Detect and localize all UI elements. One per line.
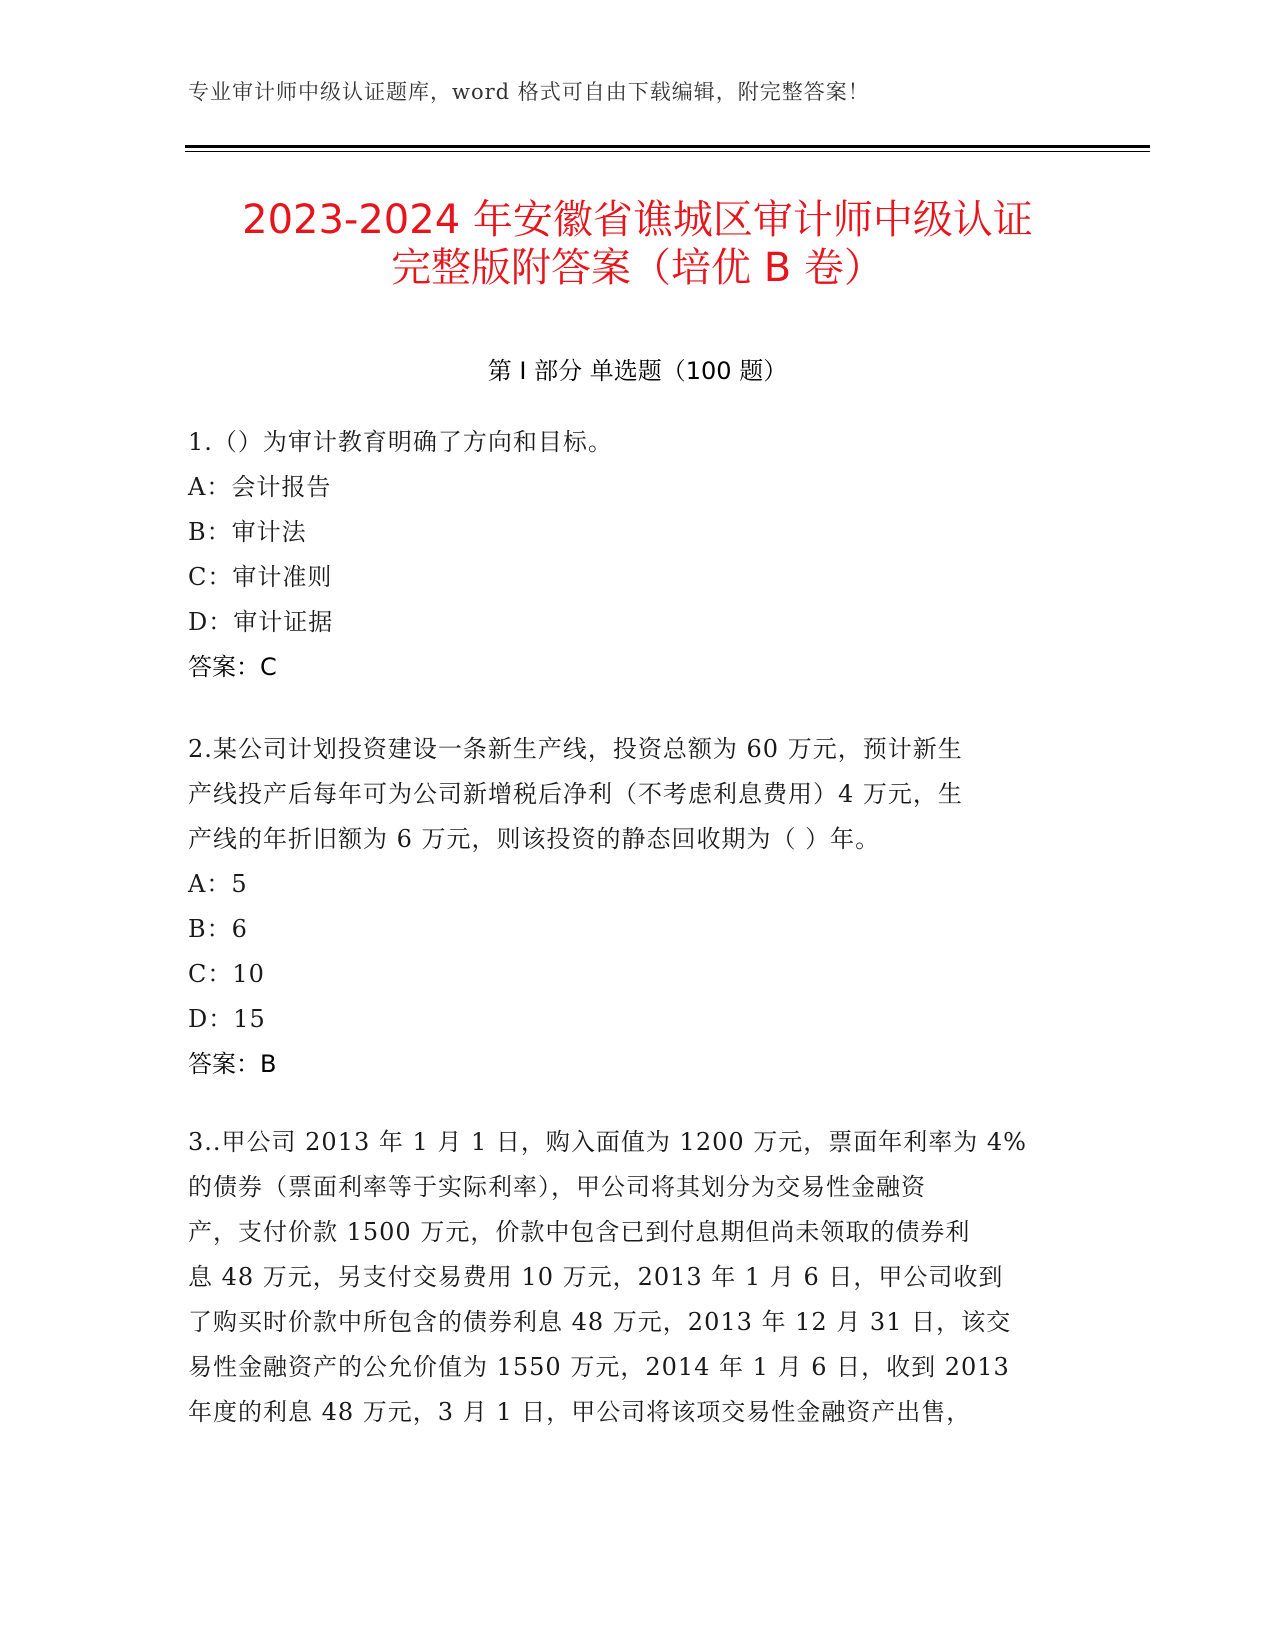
- question-3-text-line-2: 的债券（票面利率等于实际利率），甲公司将其划分为交易性金融资: [188, 1173, 926, 1201]
- header-note: 专业审计师中级认证题库，word 格式可自由下载编辑，附完整答案！: [188, 80, 870, 104]
- question-2: [188, 727, 1078, 1087]
- header-divider-thin: [185, 151, 1150, 152]
- question-3-text-line-3: 产，支付价款 1500 万元，价款中包含已到付息期但尚未领取的债券利: [188, 1218, 971, 1246]
- question-2-option-b: B：6: [188, 915, 248, 943]
- question-3-text-line-7: 年度的利息 48 万元，3 月 1 日，甲公司将该项交易性金融资产出售，: [188, 1398, 972, 1426]
- question-2-text-line-1: 2.某公司计划投资建设一条新生产线，投资总额为 60 万元，预计新生: [188, 735, 963, 763]
- document-title: [180, 196, 1095, 292]
- question-3-text-line-6: 易性金融资产的公允价值为 1550 万元，2014 年 1 月 6 日，收到 2013: [188, 1353, 1010, 1381]
- question-2-option-c: C：10: [188, 960, 265, 988]
- question-1-option-a: A：会计报告: [188, 473, 332, 501]
- question-1-option-b: B：审计法: [188, 518, 307, 546]
- question-1-option-c: C：审计准则: [188, 563, 333, 591]
- question-1: [188, 420, 1078, 690]
- question-1-option-d: D：审计证据: [188, 608, 334, 636]
- header-divider-thick: [185, 145, 1150, 148]
- title-line-2: 完整版附答案（培优 B 卷）: [391, 245, 884, 291]
- title-line-1: 2023-2024 年安徽省谯城区审计师中级认证: [242, 197, 1033, 243]
- question-2-option-d: D：15: [188, 1005, 266, 1033]
- question-3-text-line-4: 息 48 万元，另支付交易费用 10 万元，2013 年 1 月 6 日，甲公司收到: [188, 1263, 1004, 1291]
- question-2-answer: 答案：B: [188, 1050, 277, 1078]
- section-heading: 第 I 部分 单选题（100 题）: [487, 357, 788, 385]
- question-3-text-line-5: 了购买时价款中所包含的债券利息 48 万元，2013 年 12 月 31 日，该交: [188, 1308, 1012, 1336]
- question-3: [188, 1120, 1078, 1435]
- question-2-text-line-2: 产线投产后每年可为公司新增税后净利（不考虑利息费用）4 万元，生: [188, 780, 963, 808]
- question-3-text-line-1: 3..甲公司 2013 年 1 月 1 日，购入面值为 1200 万元，票面年利率为 4%: [188, 1128, 1027, 1156]
- question-2-option-a: A：5: [188, 870, 248, 898]
- question-1-answer: 答案：C: [188, 653, 277, 681]
- question-1-text: 1.（）为审计教育明确了方向和目标。: [188, 428, 613, 456]
- question-2-text-line-3: 产线的年折旧额为 6 万元，则该投资的静态回收期为（ ）年。: [188, 825, 881, 853]
